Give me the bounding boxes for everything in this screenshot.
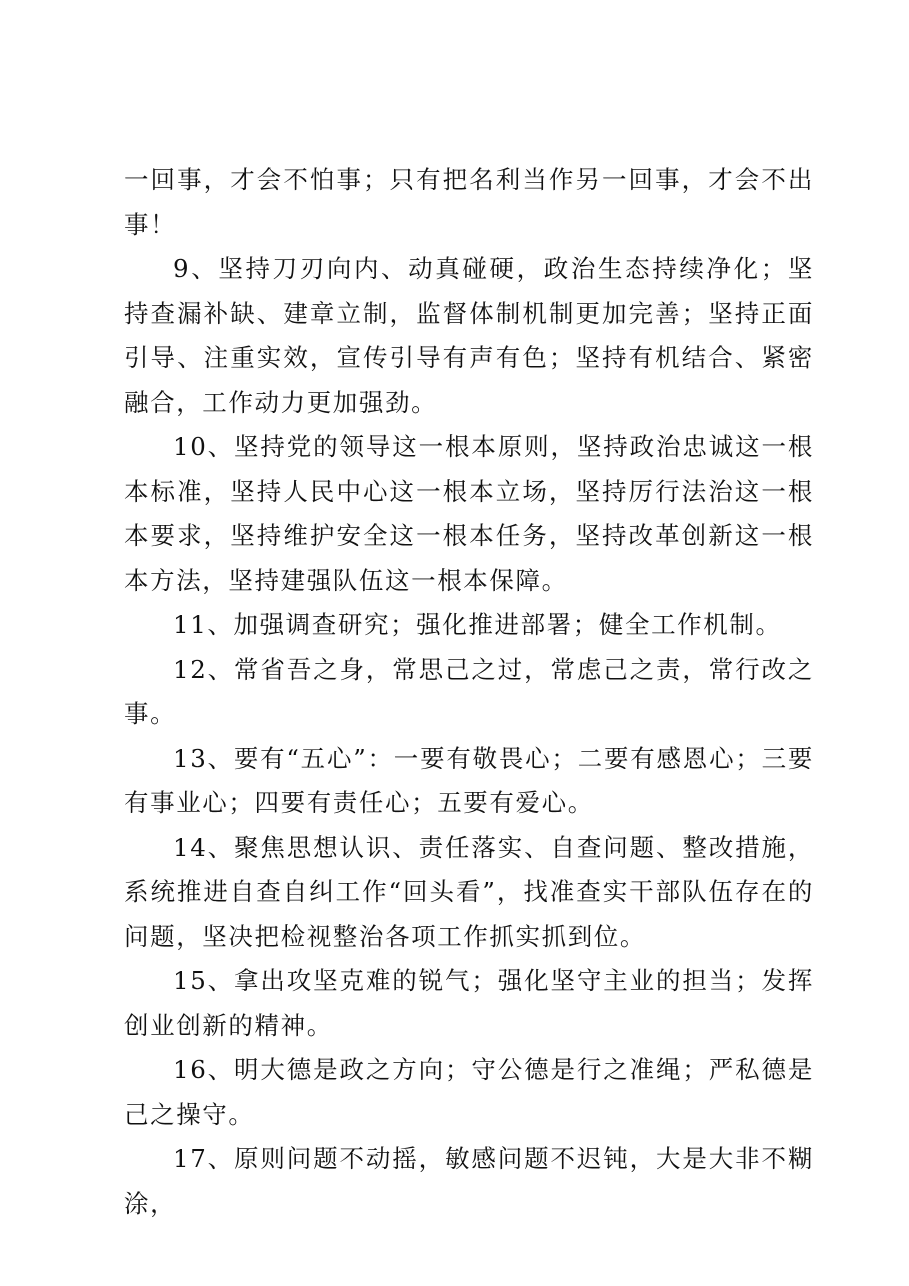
paragraph-item-10: 10、坚持党的领导这一根本原则，坚持政治忠诚这一根本标准，坚持人民中心这一根本立场，坚持厉行法治这一根本要求，坚持维护安全这一根本任务，坚持改革创新这一根本方法，坚持建强队伍这一根本保障。: [124, 432, 814, 595]
paragraph-item-11: 11、加强调查研究；强化推进部署；健全工作机制。: [173, 610, 782, 639]
paragraph-item-9: 9、坚持刀刃向内、动真碰硬，政治生态持续净化；坚持查漏补缺、建章立制，监督体制机制更加完善；坚持正面引导、注重实效，宣传引导有声有色；坚持有机结合、紧密融合，工作动力更加强劲。: [124, 254, 814, 417]
paragraph-item-16: 16、明大德是政之方向；守公德是行之准绳；严私德是己之操守。: [124, 1055, 814, 1129]
paragraph-item-14: 14、聚焦思想认识、责任落实、自查问题、整改措施，系统推进自查自纠工作“回头看”，找准查实干部队伍存在的问题，坚决把检视整治各项工作抓实抓到位。: [124, 832, 814, 951]
paragraph-item-13: 13、要有“五心”：一要有敬畏心；二要有感恩心；三要有事业心；四要有责任心；五要有爱心。: [124, 743, 814, 817]
paragraph-continuation: 一回事，才会不怕事；只有把名利当作另一回事，才会不出事！: [124, 165, 814, 239]
paragraph-item-12: 12、常省吾之身，常思己之过，常虑己之责，常行改之事。: [124, 654, 814, 728]
document-body: [124, 158, 814, 1226]
paragraph-item-15: 15、拿出攻坚克难的锐气；强化坚守主业的担当；发挥创业创新的精神。: [124, 966, 814, 1040]
paragraph-item-17: 17、原则问题不动摇，敏感问题不迟钝，大是大非不糊涂，: [124, 1144, 814, 1218]
